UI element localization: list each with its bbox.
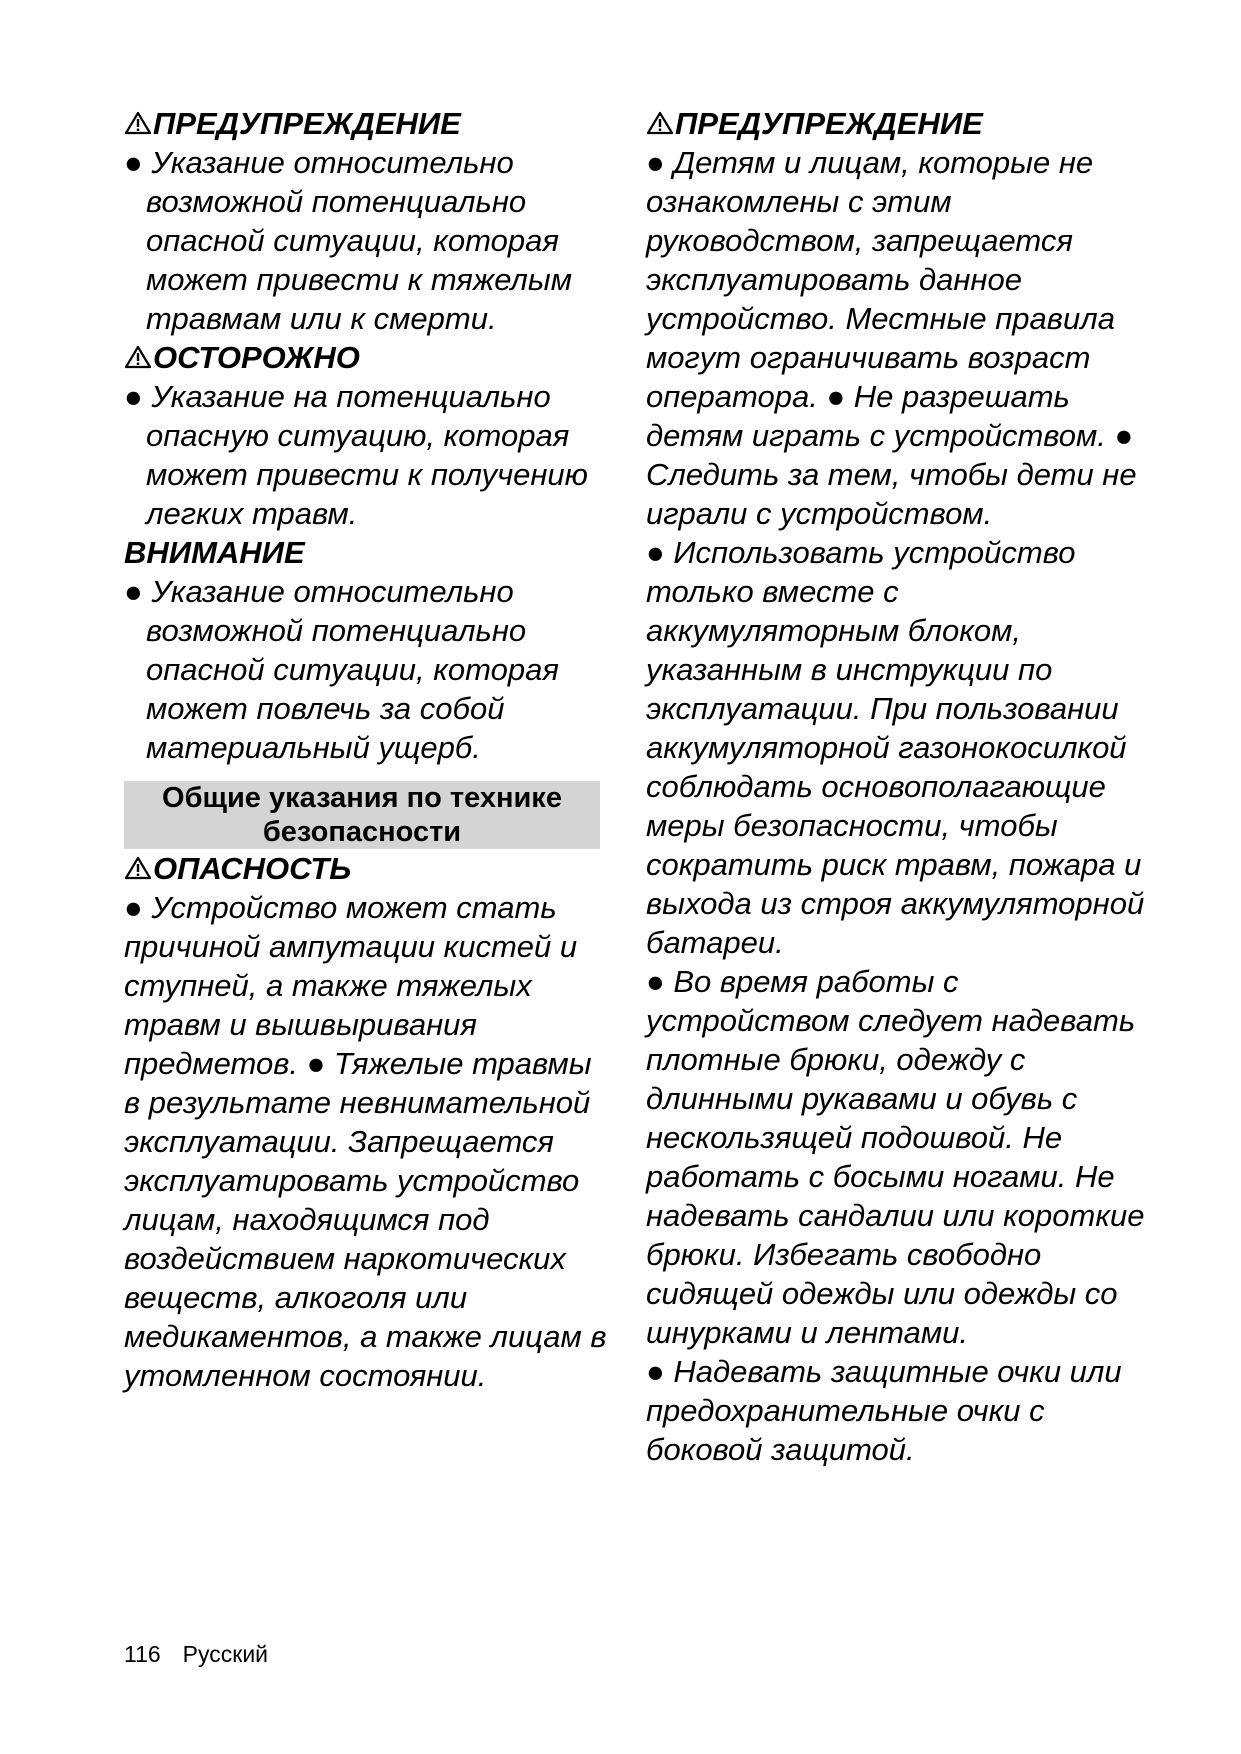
right-column <box>646 104 1146 1469</box>
battery-paragraph: ● Использовать устройство только вместе с аккумуляторным блоком, указанным в инструкции по эксплуатации. При пользовании аккумуляторной газонокосилкой соблюдать основополагающие меры безопасности, чтобы сократить риск травм, пожара и выхода из строя аккумуляторной батареи. <box>646 535 1145 960</box>
goggles-paragraph: ● Надевать защитные очки или предохранительные очки с боковой защитой. <box>646 1354 1122 1467</box>
caution-heading: ОСТОРОЖНО <box>124 338 610 377</box>
clothing-paragraph: ● Во время работы с устройством следует надевать плотные брюки, одежду с длинными рукавами и обувь с нескользящей подошвой. Не работать с босыми ногами. Не надевать сандалии или короткие брюки. Избегать свободно сидящей одежды или одежды со шнурками и лентами. <box>646 964 1145 1350</box>
notice-heading: ВНИМАНИЕ <box>124 535 305 570</box>
section-title: Общие указания по технике безопасности <box>124 781 600 849</box>
caution-description: ● Указание на потенциально опасную ситуацию, которая может привести к получению легких травм. <box>124 379 588 531</box>
danger-description: ● Устройство может стать причиной ампутации кистей и ступней, а также тяжелых травм и вышвыривания предметов. ● Тяжелые травмы в результате невнимательной эксплуатации. Запрещается эксплуатировать устройство лицам, находящимся под воздействием наркотических веществ, алкоголя или медикаментов, а также лицам в утомленном состоянии. <box>124 890 607 1393</box>
warning-triangle-icon <box>124 345 152 369</box>
danger-heading: ОПАСНОСТЬ <box>124 849 610 888</box>
language-label: Русский <box>182 1641 269 1667</box>
page-number: 116 <box>124 1641 161 1667</box>
warning-heading: ПРЕДУПРЕЖДЕНИЕ <box>124 104 610 143</box>
notice-description: ● Указание относительно возможной потенциально опасной ситуации, которая может повлечь за собой материальный ущерб. <box>124 574 559 765</box>
page-footer <box>124 1640 290 1668</box>
children-paragraph: ● Детям и лицам, которые не ознакомлены с этим руководством, запрещается эксплуатировать данное устройство. Местные правила могут ограничивать возраст оператора. ● Не разрешать детям играть с устройством. ● Следить за тем, чтобы дети не играли с устройством. <box>646 145 1137 531</box>
left-column <box>124 104 610 1395</box>
warning-heading-right: ПРЕДУПРЕЖДЕНИЕ <box>646 104 1146 143</box>
warning-triangle-icon <box>646 111 674 135</box>
warning-triangle-icon <box>124 856 152 880</box>
warning-triangle-icon <box>124 111 152 135</box>
warning-description: ● Указание относительно возможной потенциально опасной ситуации, которая может привести к тяжелым травмам или к смерти. <box>124 145 572 336</box>
